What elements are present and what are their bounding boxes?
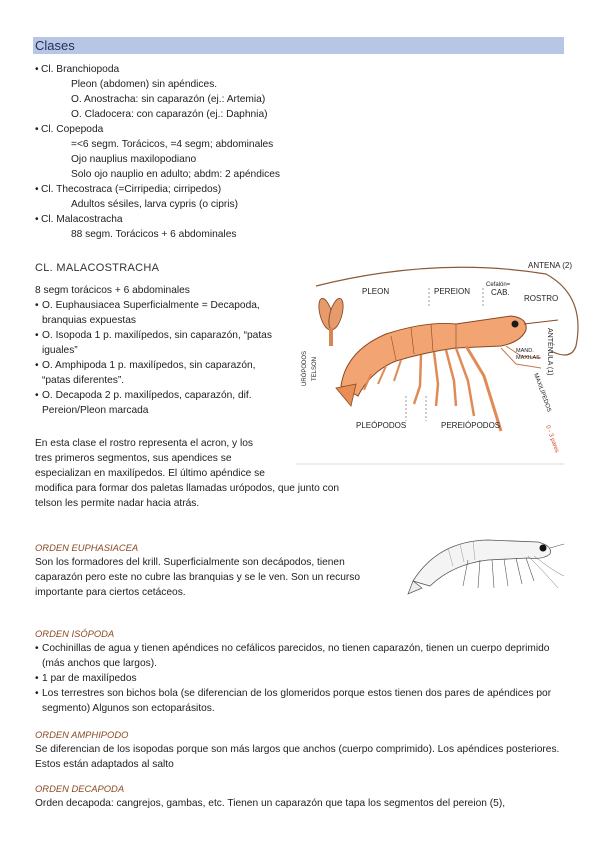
label-telson: TELSON xyxy=(312,356,318,381)
label-pleopodos: PLEÓPODOS xyxy=(356,421,407,430)
order-line: Se diferencian de los isopodas porque son más largos que anchos (cuerpo comprimido). Los apéndices posteriores. Estos están adaptados al salto xyxy=(35,744,560,770)
order-line: Son los formadores del krill. Superficialmente son decápodos, tienen xyxy=(35,557,345,568)
order-heading: ORDEN ISÓPODA xyxy=(35,628,115,639)
list-subitem: Pleon (abdomen) sin apéndices. xyxy=(71,79,218,90)
label-antena: ANTENA (2) xyxy=(528,261,573,270)
list-subitem: O. Anostracha: sin caparazón (ej.: Artemia) xyxy=(71,94,266,105)
classes-list xyxy=(35,62,575,242)
list-item: • Cl. Copepoda xyxy=(35,122,575,137)
order-bullet: • Cochinillas de agua y tienen apéndices no cefálicos parecidos, no tienen caparazón, tienen un cuerpo deprimido (más anchos que largos). xyxy=(35,641,565,671)
order-decapoda xyxy=(35,781,565,811)
list-subitem: Solo ojo nauplio en adulto; abdm: 2 apéndices xyxy=(71,169,280,180)
list-item: • Cl. Malacostracha xyxy=(35,212,575,227)
paragraph-line: modifica para formar dos paletas llamadas urópodos, que junto con xyxy=(35,483,340,494)
label-antenula: ANTÉNULA (1) xyxy=(546,328,553,376)
paragraph-line: tres primeros segmentos, sus apendices se xyxy=(35,453,232,464)
label-cefalon: Cefalón= xyxy=(486,282,511,288)
label-pereiopodos: PEREIÓPODOS xyxy=(441,421,501,430)
paragraph-line: En esta clase el rostro representa el acron, y los xyxy=(35,438,254,449)
order-isopoda xyxy=(35,626,565,716)
malacostraca-bullet: • O. Isopoda 1 p. maxilípedos, sin caparazón, “patas iguales” xyxy=(35,328,285,358)
order-line: importante para ciertos cetáceos. xyxy=(35,587,186,598)
order-bullet: • Los terrestres son bichos bola (se diferencian de los glomeridos porque estos tienen dos pares de apéndices por segmento) Algunos son ectoparásitos. xyxy=(35,686,565,716)
section-header xyxy=(33,37,564,54)
list-item: • Cl. Branchiopoda xyxy=(35,62,575,77)
label-pereion: PEREION xyxy=(434,287,471,296)
paragraph-line: telson les permite nadar hacia atrás. xyxy=(35,498,200,509)
list-subitem: =<6 segm. Torácicos, =4 segm; abdominales xyxy=(71,139,274,150)
label-maxilipedos: MAXILÍPEDOS xyxy=(532,372,552,413)
shrimp-body xyxy=(336,316,558,431)
label-pares: 0 - 3 pares xyxy=(544,424,560,454)
label-pleon: PLEON xyxy=(362,287,390,296)
list-subitem: 88 segm. Torácicos + 6 abdominales xyxy=(71,229,237,240)
malacostraca-line: 8 segm torácicos + 6 abdominales xyxy=(35,285,190,296)
label-maxilas: MAXILAS xyxy=(516,355,540,361)
section-title: Clases xyxy=(35,38,75,53)
malacostraca-bullet: • O. Euphausiacea Superficialmente = Decapoda, branquias expuestas xyxy=(35,298,285,328)
malacostraca-bullet: • O. Amphipoda 1 p. maxilípedos, sin caparazón, “patas diferentes”. xyxy=(35,358,285,388)
order-line: caparazón pero este no cubre las branquias y se le ven. Son un recurso xyxy=(35,572,361,583)
list-subitem: Ojo nauplius maxilopodiano xyxy=(71,154,197,165)
label-cab: CAB. xyxy=(491,288,510,297)
krill-illustration xyxy=(408,526,564,600)
order-amphipodo xyxy=(35,727,565,772)
order-line: Orden decapoda: cangrejos, gambas, etc. Tienen un caparazón que tapa los segmentos del pereion (5), xyxy=(35,798,506,809)
order-heading: ORDEN DECAPODA xyxy=(35,783,125,794)
list-item: • Cl. Thecostraca (=Cirripedia; cirripedos) xyxy=(35,182,575,197)
list-subitem: O. Cladocera: con caparazón (ej.: Daphnia) xyxy=(71,109,268,120)
shrimp-anatomy-figure xyxy=(296,256,573,466)
label-rostro: ROSTRO xyxy=(524,294,559,303)
label-uropodos: URÓPODOS xyxy=(302,350,308,386)
order-heading: ORDEN EUPHASIACEA xyxy=(35,542,139,553)
list-subitem: Adultos sésiles, larva cypris (o cipris) xyxy=(71,199,239,210)
label-mand: MAND. xyxy=(516,348,534,354)
malacostraca-title: CL. MALACOSTRACHA xyxy=(35,262,160,274)
order-bullet: • 1 par de maxilípedos xyxy=(35,671,565,686)
malacostraca-list xyxy=(35,283,285,418)
malacostraca-bullet: • O. Decapoda 2 p. maxilípedos, caparazón, dif. Pereion/Pleon marcada xyxy=(35,388,285,418)
paragraph-line: especializan en maxilípedos. El último apéndice se xyxy=(35,468,265,479)
uropod-illustration xyxy=(316,297,346,346)
order-heading: ORDEN AMPHIPODO xyxy=(35,729,129,740)
